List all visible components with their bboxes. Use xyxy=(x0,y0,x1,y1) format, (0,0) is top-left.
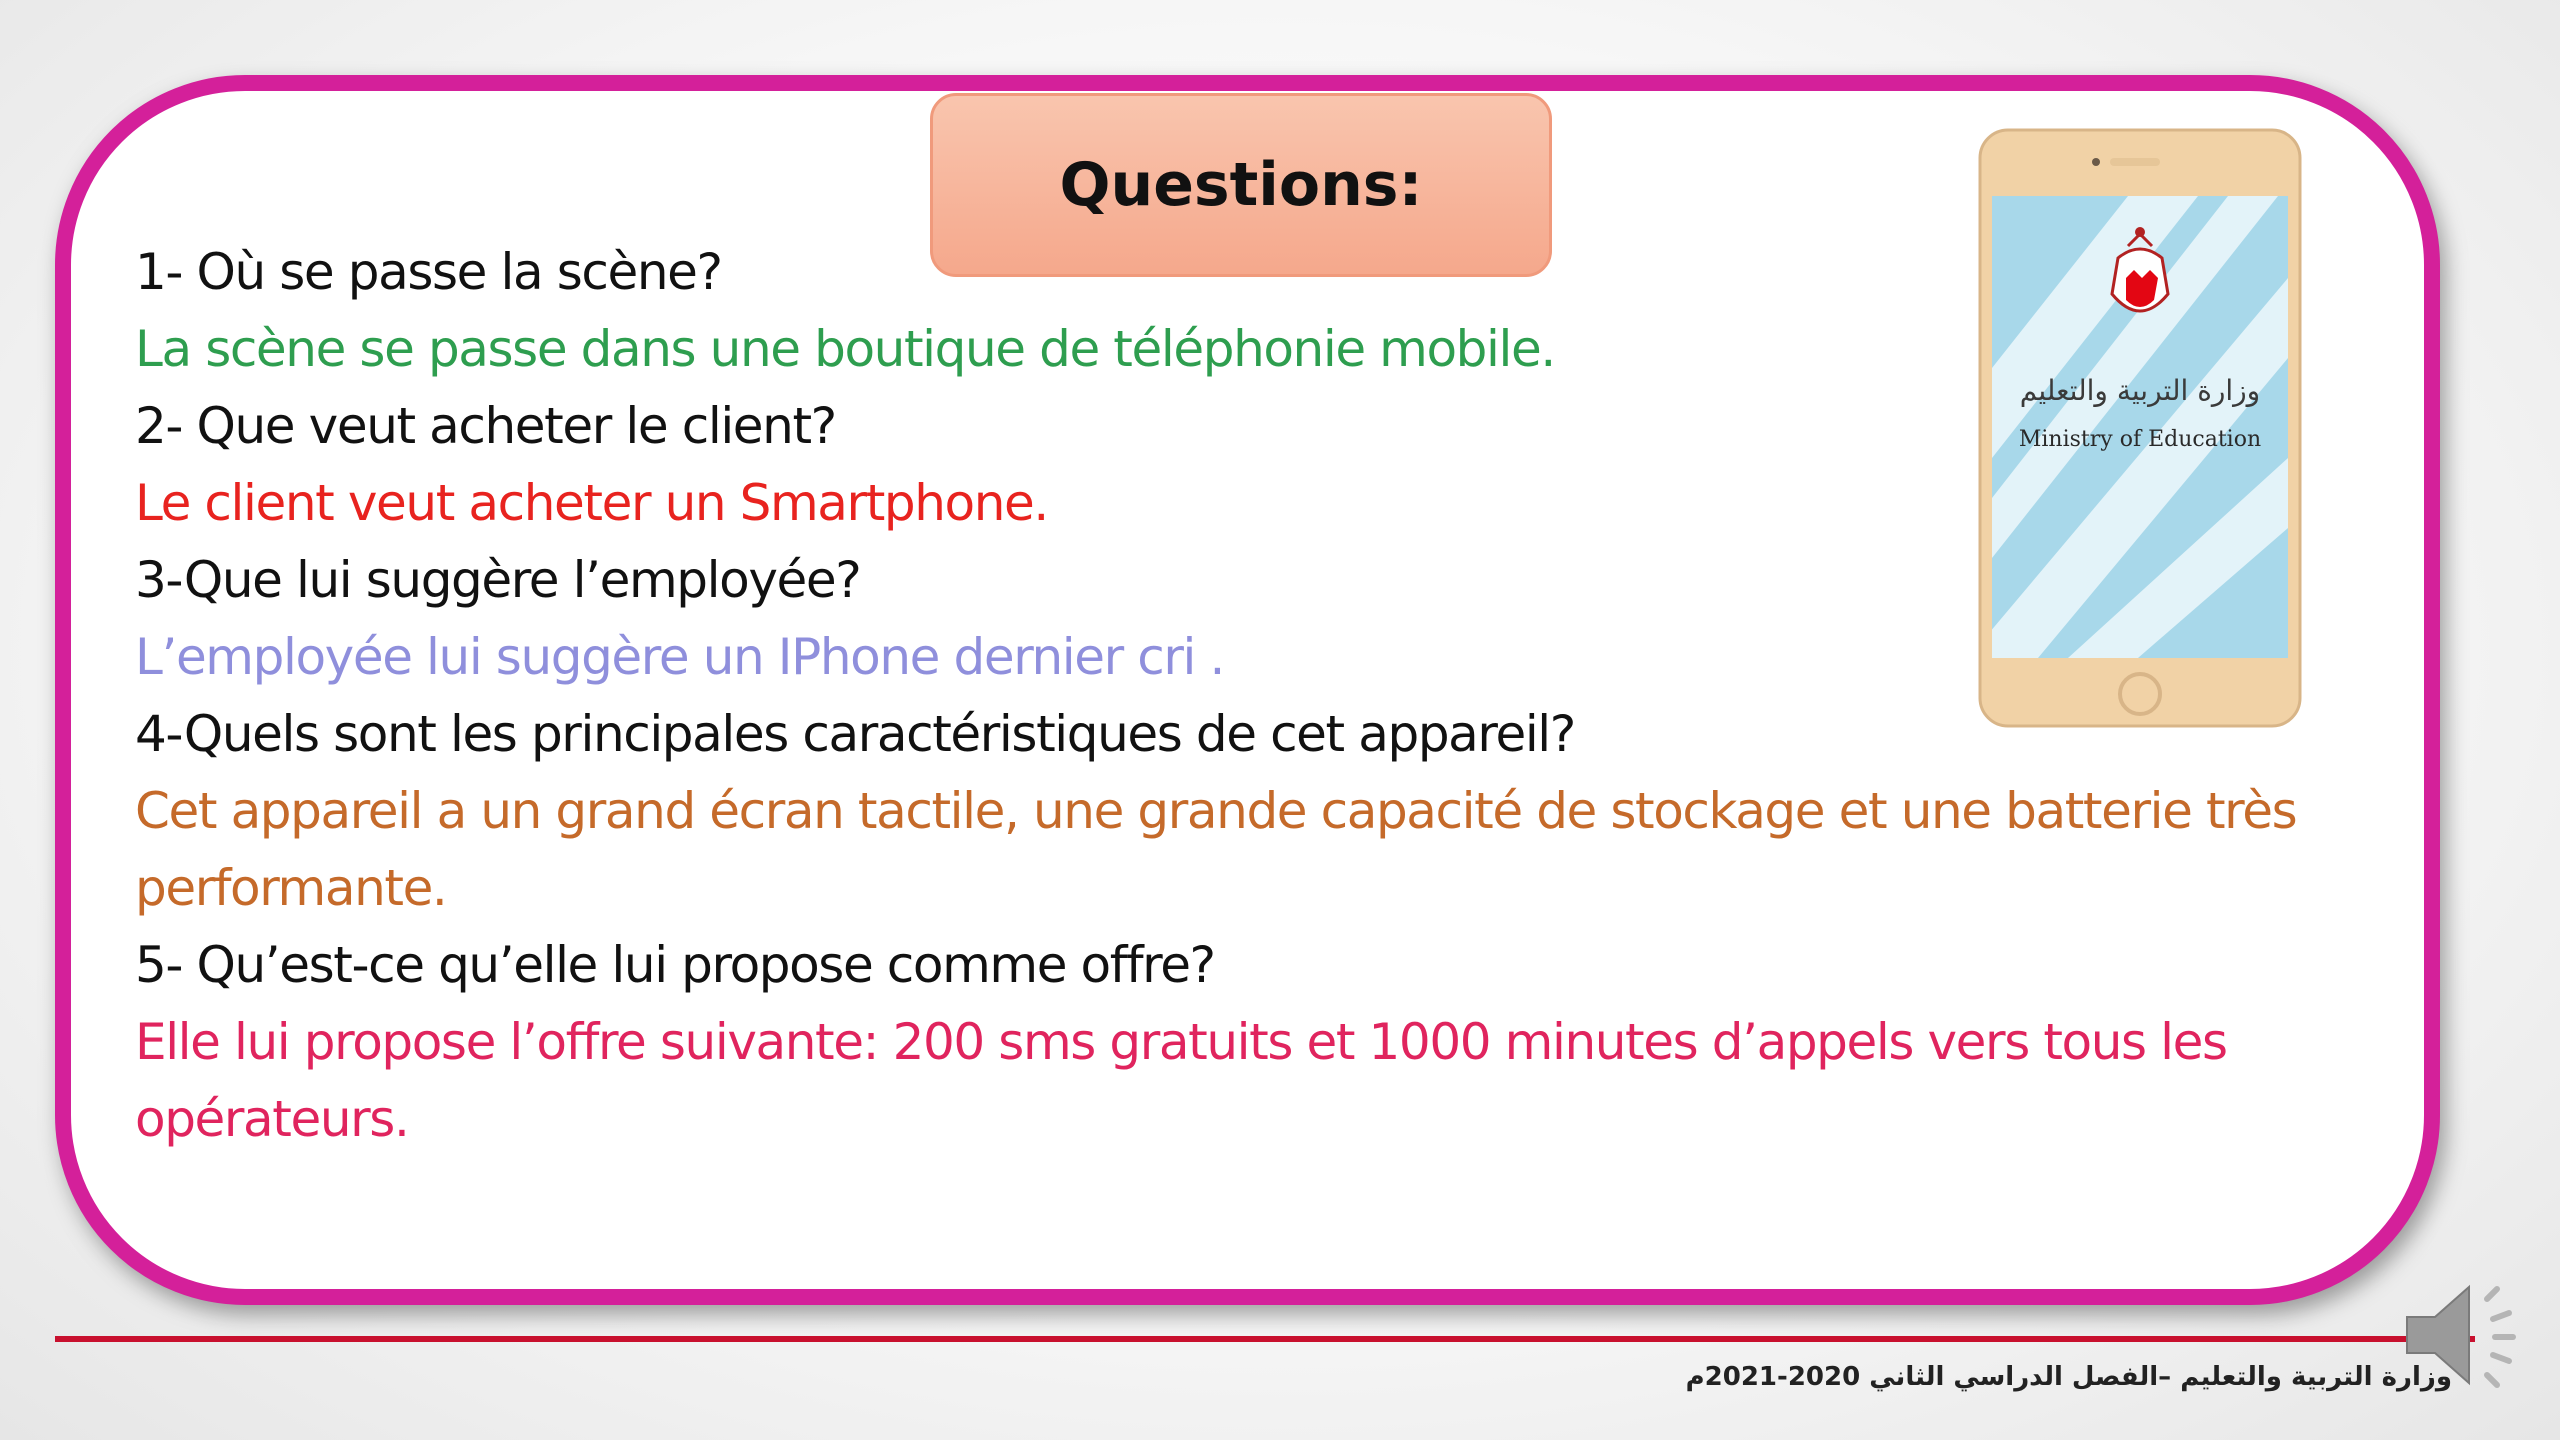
logo-english: Ministry of Education xyxy=(2018,427,2262,452)
answer-5: Elle lui propose l’offre suivante: 200 sms gratuits et 1000 minutes d’appels vers tous les opérateurs. xyxy=(135,1013,2227,1148)
question-3: 3-Que lui suggère l’employée? xyxy=(135,551,861,609)
logo-arabic: وزارة التربية والتعليم xyxy=(2019,374,2261,407)
question-1: 1- Où se passe la scène? xyxy=(135,243,722,301)
slide-title: Questions: xyxy=(1059,150,1423,220)
answer-1: La scène se passe dans une boutique de téléphonie mobile. xyxy=(135,320,1555,378)
answer-3: L’employée lui suggère un IPhone dernier cri . xyxy=(135,628,1224,686)
question-5: 5- Qu’est-ce qu’elle lui propose comme offre? xyxy=(135,936,1215,994)
bottom-rule xyxy=(55,1336,2475,1342)
answer-4: Cet appareil a un grand écran tactile, une grande capacité de stockage et une batterie très performante. xyxy=(135,782,2297,917)
phone-illustration xyxy=(1978,128,2302,728)
question-4: 4-Quels sont les principales caractéristiques de cet appareil? xyxy=(135,705,1575,763)
footer-text: وزارة التربية والتعليم –الفصل الدراسي الثاني 2020-2021م xyxy=(1685,1362,2452,1392)
question-2: 2- Que veut acheter le client? xyxy=(135,397,836,455)
answer-2: Le client veut acheter un Smartphone. xyxy=(135,474,1048,532)
